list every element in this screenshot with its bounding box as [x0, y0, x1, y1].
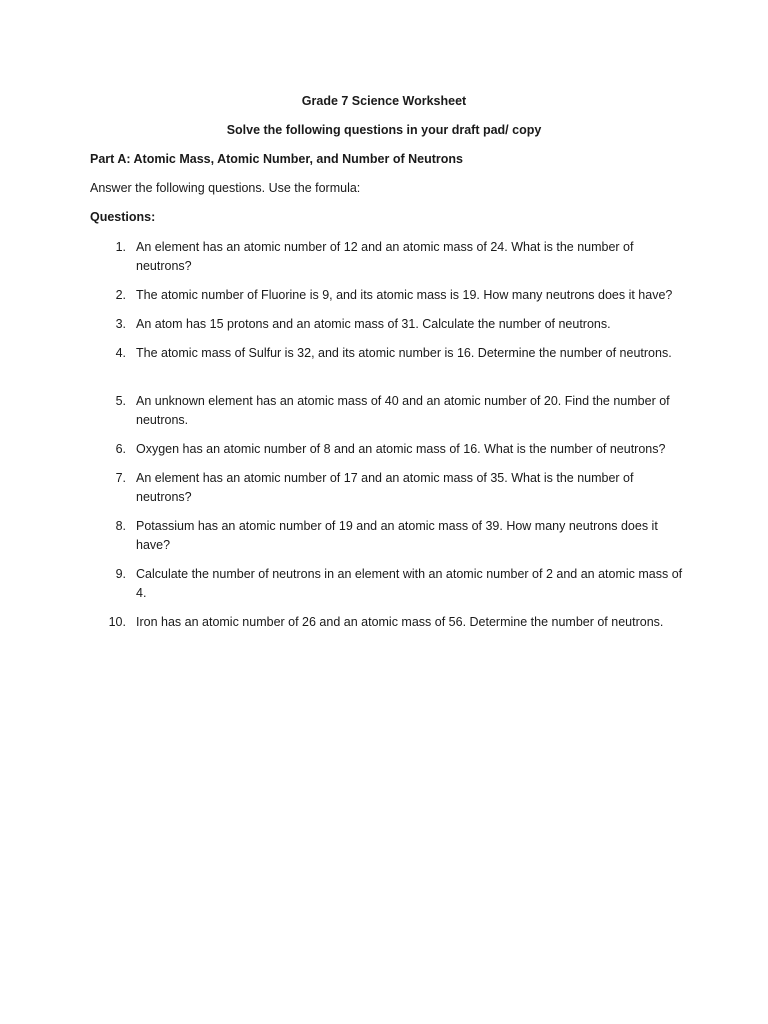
question-number: 10. [108, 615, 126, 629]
question-text: Iron has an atomic number of 26 and an atomic mass of 56. Determine the number of neutrons. [136, 615, 664, 629]
intro-text: Answer the following questions. Use the formula: [90, 181, 361, 195]
question-number: 8. [115, 519, 126, 533]
question-item [108, 440, 688, 459]
question-item [108, 565, 688, 603]
question-item [108, 517, 688, 555]
question-item [108, 286, 688, 305]
question-number: 9. [115, 567, 126, 581]
question-item [108, 469, 688, 507]
part-a-heading: Part A: Atomic Mass, Atomic Number, and Number of Neutrons [90, 152, 463, 166]
worksheet-subtitle: Solve the following questions in your draft pad/ copy [226, 123, 542, 137]
question-text: Calculate the number of neutrons in an element with an atomic number of 2 and an atomic mass of 4. [136, 567, 683, 601]
question-text: An element has an atomic number of 12 and an atomic mass of 24. What is the number of neutrons? [136, 240, 634, 274]
question-number: 5. [115, 394, 126, 408]
questions-heading: Questions: [90, 210, 156, 224]
question-item [108, 315, 688, 334]
question-text: An element has an atomic number of 17 and an atomic mass of 35. What is the number of neutrons? [136, 471, 634, 505]
question-number: 6. [115, 442, 126, 456]
question-text: An unknown element has an atomic mass of 40 and an atomic number of 20. Find the number of neutrons. [136, 394, 670, 428]
worksheet-title: Grade 7 Science Worksheet [301, 94, 467, 108]
question-item [108, 238, 688, 276]
question-text: Oxygen has an atomic number of 8 and an atomic mass of 16. What is the number of neutrons? [136, 442, 666, 456]
question-item [108, 613, 688, 632]
question-text: An atom has 15 protons and an atomic mass of 31. Calculate the number of neutrons. [136, 317, 611, 331]
question-number: 7. [115, 471, 126, 485]
question-item [108, 344, 688, 363]
question-text: The atomic mass of Sulfur is 32, and its atomic number is 16. Determine the number of neutrons. [136, 346, 672, 360]
question-number: 2. [115, 288, 126, 302]
question-text: The atomic number of Fluorine is 9, and its atomic mass is 19. How many neutrons does it have? [136, 288, 673, 302]
question-number: 4. [115, 346, 126, 360]
question-number: 3. [115, 317, 126, 331]
question-text: Potassium has an atomic number of 19 and an atomic mass of 39. How many neutrons does it have? [136, 519, 658, 553]
question-number: 1. [115, 240, 126, 254]
question-item [108, 392, 688, 430]
